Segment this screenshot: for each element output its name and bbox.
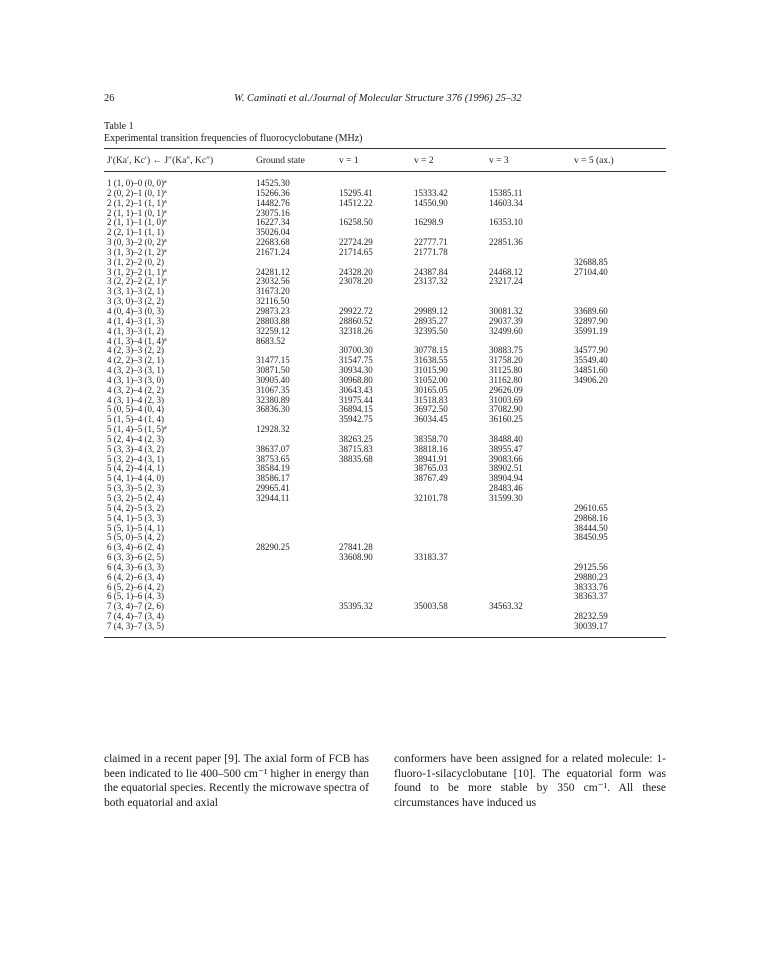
table-row [104,386,666,396]
v2-cell: 32101.78 [414,493,448,503]
ground-state-cell: 28290.25 [256,542,290,553]
footnote-marker: a [164,425,167,432]
ground-state-cell: 31477.15 [256,355,290,366]
transition-cell: 5 (1, 5)–4 (1, 4) [107,414,164,425]
v2-cell: 38941.91 [414,453,448,464]
column-header-v5-axial: v = 5 (ax.) [574,156,614,166]
v1-cell: 15295.41 [339,187,373,198]
v1-cell: 30968.80 [339,374,373,385]
v2-cell: 38358.70 [414,433,448,444]
table-top-rule [104,148,666,149]
transition-cell: 2 (1, 1)–1 (0, 1)$^a$ [107,207,167,218]
v5-axial-cell: 38333.76 [574,581,608,592]
v3-cell: 29626.09 [489,384,523,395]
v1-cell: 30700.30 [339,345,373,356]
footnote-marker: a [164,188,167,195]
v2-cell: 23137.32 [414,276,448,287]
v3-cell: 31003.69 [489,394,523,405]
table-row [104,445,666,455]
table-row [104,435,666,445]
ground-state-cell: 35026.04 [256,227,290,238]
ground-state-cell: 16227.34 [256,217,290,228]
v5-axial-cell: 38450.95 [574,532,608,543]
v3-cell: 38955.47 [489,443,523,454]
v1-cell: 28860.52 [339,315,373,326]
v3-cell: 24468.12 [489,266,523,277]
table-row [104,474,666,484]
v1-cell: 30934.30 [339,365,373,376]
v2-cell: 31638.55 [414,355,448,366]
footnote-marker: a [164,336,167,343]
v3-cell: 29037.39 [489,315,523,326]
table-row [104,396,666,406]
table-bottom-rule [104,637,666,638]
v2-cell: 38818.16 [414,443,448,454]
ground-state-cell: 24281.12 [256,266,290,277]
page-number: 26 [104,93,115,104]
running-title: W. Caminati et al./Journal of Molecular Structure 376 (1996) 25–32 [234,93,522,104]
v3-cell: 30081.32 [489,305,523,316]
v3-cell: 34563.32 [489,601,523,612]
transition-cell: 6 (3, 4)–6 (2, 4) [107,542,164,553]
v2-cell: 15333.42 [414,187,448,198]
v1-cell: 24328.20 [339,266,373,277]
transition-cell: 4 (3, 2)–3 (3, 1) [107,365,164,376]
ground-state-cell: 30871.50 [256,365,290,376]
footnote-marker: a [164,208,167,215]
v2-cell: 36034.45 [414,414,448,425]
column-header-v2: v = 2 [414,156,434,166]
v2-cell: 21771.78 [414,246,448,257]
transition-cell: 5 (5, 0)–5 (4, 2) [107,532,164,543]
column-header-transition: J′(Ka′, Kc′) ← J″(Ka″, Kc″) [107,156,214,166]
ground-state-cell: 14482.76 [256,197,290,208]
v3-cell: 28483.46 [489,483,523,494]
v1-cell: 30643.43 [339,384,373,395]
transition-cell: 5 (2, 4)–4 (2, 3) [107,433,164,444]
transition-cell: 5 (5, 1)–5 (4, 1) [107,522,164,533]
table-row [104,189,666,199]
v1-cell: 16258.50 [339,217,373,228]
column-header-ground-state: Ground state [256,156,305,166]
transition-cell: 6 (4, 3)–6 (3, 3) [107,561,164,572]
table-row [104,209,666,219]
table-row [104,455,666,465]
v5-axial-cell: 38363.37 [574,591,608,602]
v2-cell: 31518.83 [414,394,448,405]
table-label: Table 1 [104,121,134,132]
v1-cell: 33608.90 [339,552,373,563]
v2-cell: 32395.50 [414,325,448,336]
footnote-marker: a [164,267,167,274]
v1-cell: 38835.68 [339,453,373,464]
v3-cell: 16353.10 [489,217,523,228]
ground-state-cell: 36836.30 [256,404,290,415]
table-row [104,327,666,337]
transition-cell: 2 (2, 1)–1 (1, 1) [107,227,164,238]
v2-cell: 36972.50 [414,404,448,415]
transition-cell: 3 (1, 2)–2 (1, 1)$^a$ [107,266,167,277]
v2-cell: 33183.37 [414,552,448,563]
table-body [104,179,666,632]
v5-axial-cell: 34851.60 [574,365,608,376]
v1-cell: 31547.75 [339,355,373,366]
v3-cell: 36160.25 [489,414,523,425]
ground-state-cell: 38637.07 [256,443,290,454]
transition-cell: 5 (3, 3)–5 (2, 3) [107,483,164,494]
ground-state-cell: 32380.89 [256,394,290,405]
v2-cell: 14550.90 [414,197,448,208]
v2-cell: 29989.12 [414,305,448,316]
ground-state-cell: 38753.65 [256,453,290,464]
transition-cell: 5 (3, 3)–4 (3, 2) [107,443,164,454]
transition-cell: 1 (1, 0)–0 (0, 0)$^a$ [107,178,167,188]
table-row [104,533,666,543]
ground-state-cell: 28803.88 [256,315,290,326]
ground-state-cell: 14525.30 [256,178,290,188]
ground-state-cell: 29873.23 [256,305,290,316]
v1-cell: 38715.83 [339,443,373,454]
table-row [104,484,666,494]
v1-cell: 31975.44 [339,394,373,405]
table-header-rule [104,171,666,172]
ground-state-cell: 12928.32 [256,424,290,435]
v3-cell: 37082.90 [489,404,523,415]
ground-state-cell: 15266.36 [256,187,290,198]
ground-state-cell: 38586.17 [256,473,290,484]
column-header-v3: v = 3 [489,156,509,166]
ground-state-cell: 38584.19 [256,463,290,474]
table-caption [104,121,363,145]
v1-cell: 14512.22 [339,197,373,208]
transition-cell: 3 (3, 0)–3 (2, 2) [107,296,164,307]
v2-cell: 28935.27 [414,315,448,326]
v2-cell: 35003.58 [414,601,448,612]
v1-cell: 27841.28 [339,542,373,553]
v2-cell: 31052.00 [414,374,448,385]
v2-cell: 31015.90 [414,365,448,376]
v2-cell: 38767.49 [414,473,448,484]
transition-cell: 5 (0, 5)–4 (0, 4) [107,404,164,415]
table-row [104,592,666,602]
v3-cell: 38902.51 [489,463,523,474]
table-row [104,277,666,287]
ground-state-cell: 32944.11 [256,493,290,503]
transition-cell: 5 (4, 1)–4 (4, 0) [107,473,164,484]
v5-axial-cell: 34577.90 [574,345,608,356]
ground-state-cell: 32116.50 [256,296,290,307]
v5-axial-cell: 28232.59 [574,611,608,622]
table-row [104,425,666,435]
ground-state-cell: 30905.40 [256,374,290,385]
v1-cell: 32318.26 [339,325,373,336]
transition-cell: 4 (3, 1)–3 (3, 0) [107,374,164,385]
footnote-marker: a [164,277,167,284]
table-title: Experimental transition frequencies of fluorocyclobutane (MHz) [104,133,363,144]
v2-cell: 30165.05 [414,384,448,395]
transition-cell: 4 (1, 3)–4 (1, 4)$^a$ [107,335,167,346]
transition-cell: 5 (4, 1)–5 (3, 3) [107,512,164,523]
table-row [104,622,666,632]
v2-cell: 24387.84 [414,266,448,277]
v3-cell: 31125.80 [489,365,523,376]
table-row [104,405,666,415]
table-row [104,464,666,474]
transition-cell: 6 (5, 1)–6 (4, 3) [107,591,164,602]
v1-cell: 22724.29 [339,237,373,248]
v5-axial-cell: 35549.40 [574,355,608,366]
ground-state-cell: 29965.41 [256,483,290,494]
table-row [104,199,666,209]
v5-axial-cell: 32897.90 [574,315,608,326]
transition-cell: 6 (3, 3)–6 (2, 5) [107,552,164,563]
body-text-right-column: conformers have been assigned for a related molecule: 1-fluoro-1-silacyclobutane [10]. The equatorial form was found to be more stable by 350 cm⁻¹. All these circumstances have induced us [394,753,666,809]
transition-cell: 5 (1, 4)–5 (1, 5)$^a$ [107,424,167,435]
v3-cell: 39083.66 [489,453,523,464]
v5-axial-cell: 32688.85 [574,256,608,267]
body-text-left-column: claimed in a recent paper [9]. The axial form of FCB has been indicated to lie 400–500 cm⁻¹ higher in energy than the equatorial species. Recently the microwave spectra of both equatorial and axial [104,753,369,809]
v1-cell: 21714.65 [339,246,373,257]
v1-cell: 29922.72 [339,305,373,316]
ground-state-cell: 32259.12 [256,325,290,336]
transition-cell: 5 (3, 2)–4 (3, 1) [107,453,164,464]
v3-cell: 22851.36 [489,237,523,248]
table-row [104,228,666,238]
v5-axial-cell: 35991.19 [574,325,608,336]
table-row [104,287,666,297]
ground-state-cell: 23032.56 [256,276,290,287]
transition-cell: 7 (3, 4)–7 (2, 6) [107,601,164,612]
ground-state-cell: 8683.52 [256,335,286,346]
footnote-marker: a [164,247,167,254]
v1-cell: 38263.25 [339,433,373,444]
column-header-v1: v = 1 [339,156,359,166]
v3-cell: 15385.11 [489,187,523,198]
transition-cell: 4 (3, 2)–4 (2, 2) [107,384,164,395]
transition-cell: 3 (1, 3)–2 (1, 2)$^a$ [107,246,167,257]
transition-cell: 7 (4, 4)–7 (3, 4) [107,611,164,622]
transition-cell: 7 (4, 3)–7 (3, 5) [107,620,164,631]
ground-state-cell: 21671.24 [256,246,290,257]
transition-cell: 4 (0, 4)–3 (0, 3) [107,305,164,316]
v2-cell: 38765.03 [414,463,448,474]
v3-cell: 30883.75 [489,345,523,356]
v5-axial-cell: 30039.17 [574,620,608,631]
footnote-marker: a [164,198,167,205]
transition-cell: 4 (2, 2)–3 (2, 1) [107,355,164,366]
transition-cell: 4 (3, 1)–4 (2, 3) [107,394,164,405]
transition-cell: 5 (4, 2)–4 (4, 1) [107,463,164,474]
transition-cell: 2 (1, 2)–1 (1, 1)$^a$ [107,197,167,208]
table-row [104,179,666,189]
transition-cell: 3 (2, 2)–2 (2, 1)$^a$ [107,276,167,287]
v1-cell: 35942.75 [339,414,373,425]
v2-cell: 22777.71 [414,237,448,248]
v5-axial-cell: 29868.16 [574,512,608,523]
v1-cell: 23078.20 [339,276,373,287]
v2-cell: 16298.9 [414,217,444,228]
v5-axial-cell: 27104.40 [574,266,608,277]
v3-cell: 38488.40 [489,433,523,444]
v3-cell: 31758.20 [489,355,523,366]
transition-cell: 6 (5, 2)–6 (4, 2) [107,581,164,592]
transition-cell: 3 (1, 2)–2 (0, 2) [107,256,164,267]
v3-cell: 14603.34 [489,197,523,208]
transition-cell: 2 (1, 1)–1 (1, 0)$^a$ [107,217,167,228]
v5-axial-cell: 29610.65 [574,502,608,513]
footnote-marker: a [164,179,167,185]
ground-state-cell: 31673.20 [256,286,290,297]
v5-axial-cell: 38444.50 [574,522,608,533]
v5-axial-cell: 29125.56 [574,561,608,572]
v5-axial-cell: 29880.23 [574,571,608,582]
table-row [104,238,666,248]
footnote-marker: a [164,218,167,225]
v1-cell: 35395.32 [339,601,373,612]
table-row [104,415,666,425]
footnote-marker: a [164,238,167,245]
transition-cell: 5 (3, 2)–5 (2, 4) [107,493,164,503]
transition-cell: 2 (0, 2)–1 (0, 1)$^a$ [107,187,167,198]
v1-cell: 36894.15 [339,404,373,415]
transition-cell: 6 (4, 2)–6 (3, 4) [107,571,164,582]
v3-cell: 38904.94 [489,473,523,484]
ground-state-cell: 31067.35 [256,384,290,395]
ground-state-cell: 22683.68 [256,237,290,248]
v3-cell: 31599.30 [489,493,523,503]
v3-cell: 23217.24 [489,276,523,287]
ground-state-cell: 23075.16 [256,207,290,218]
transition-cell: 5 (4, 2)–5 (3, 2) [107,502,164,513]
v3-cell: 31162.80 [489,374,523,385]
table-row [104,543,666,553]
v5-axial-cell: 33689.60 [574,305,608,316]
v3-cell: 32499.60 [489,325,523,336]
transition-cell: 4 (1, 4)–3 (1, 3) [107,315,164,326]
transition-cell: 4 (2, 3)–3 (2, 2) [107,345,164,356]
v5-axial-cell: 34906.20 [574,374,608,385]
transition-cell: 4 (1, 3)–3 (1, 2) [107,325,164,336]
table-row [104,376,666,386]
table-row [104,218,666,228]
table-row [104,268,666,278]
transition-cell: 3 (3, 1)–3 (2, 1) [107,286,164,297]
transition-cell: 3 (0, 3)–2 (0, 2)$^a$ [107,237,167,248]
v2-cell: 30778.15 [414,345,448,356]
